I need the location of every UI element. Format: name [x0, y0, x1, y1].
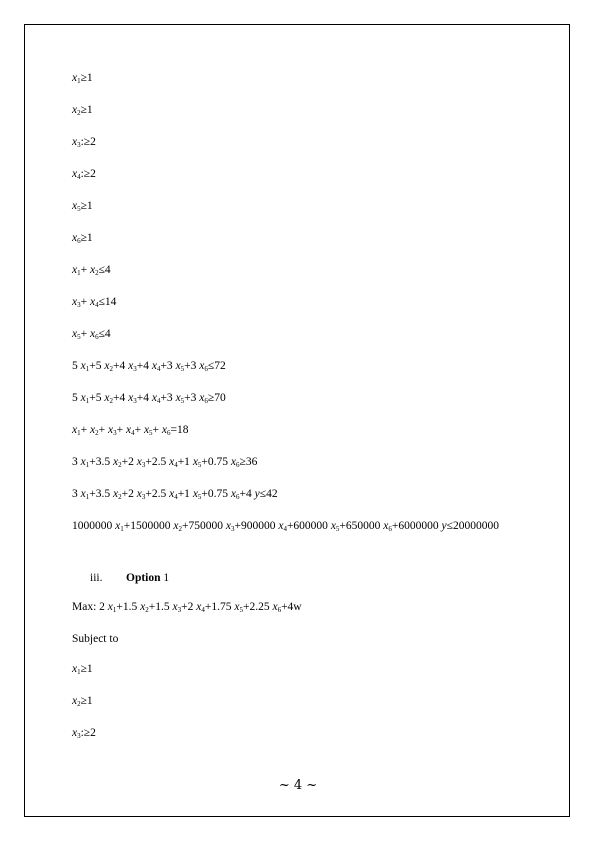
constraint-equation: 1000000 $x_1+1500000$ $x_2+750000$ $x_3+900000$ $x_4+600000$ $x_5+650000$ $x_6+6000000$ y≤20000000 — [72, 520, 499, 533]
section-heading — [126, 572, 169, 584]
page-border — [24, 24, 570, 817]
subject-to-label: Subject to — [72, 633, 119, 645]
constraint-equation: $x_1\ge 1$ — [72, 72, 93, 85]
constraint-equation: $x_3+ x_4\le 14$ — [72, 296, 117, 309]
section-heading-bold: Option — [126, 572, 161, 584]
constraint-equation: $x_3:\ge 2$ — [72, 136, 96, 149]
section-heading-number: 1 — [163, 572, 170, 584]
constraint-equation: $x_1+ x_2\le 4$ — [72, 264, 111, 277]
constraint-equation: $x_5\ge 1$ — [72, 200, 93, 213]
constraint-equation: $x_1+ x_2+ x_3+ x_4+ x_5+ x_6=18$ — [72, 424, 189, 437]
constraint-equation: $x_2\ge 1$ — [72, 104, 93, 117]
objective-function: Max: 2 $x_1+1.5$ $x_2+1.5$ $x_3+2$ $x_4+1.75$ $x_5+2.25$ $x_6+4w$ — [72, 601, 302, 614]
constraint-equation: 5 $x_1+5$ $x_2+4$ $x_3+4$ $x_4+3$ $x_5+3$ $x_6\ge 70$ — [72, 392, 226, 405]
constraint-equation: $x_5+ x_6\le 4$ — [72, 328, 111, 341]
constraint-equation: 3 $x_1+3.5$ $x_2+2$ $x_3+2.5$ $x_4+1$ $x_5+0.75$ $x_6+4$ y≤42 — [72, 488, 278, 501]
constraint-equation: $x_2\ge 1$ — [72, 695, 93, 708]
constraint-equation: $x_1\ge 1$ — [72, 663, 93, 676]
constraint-equation: $x_6\ge 1$ — [72, 232, 93, 245]
section-number: iii. — [90, 572, 103, 584]
constraint-equation: $x_3:\ge 2$ — [72, 727, 96, 740]
constraint-equation: 3 $x_1+3.5$ $x_2+2$ $x_3+2.5$ $x_4+1$ $x_5+0.75$ $x_6\ge 36$ — [72, 456, 258, 469]
page-number-footer: ~ 4 ~ — [278, 778, 318, 793]
constraint-equation: 5 $x_1+5$ $x_2+4$ $x_3+4$ $x_4+3$ $x_5+3$ $x_6\le 72$ — [72, 360, 226, 373]
constraint-equation: $x_4:\ge 2$ — [72, 168, 96, 181]
